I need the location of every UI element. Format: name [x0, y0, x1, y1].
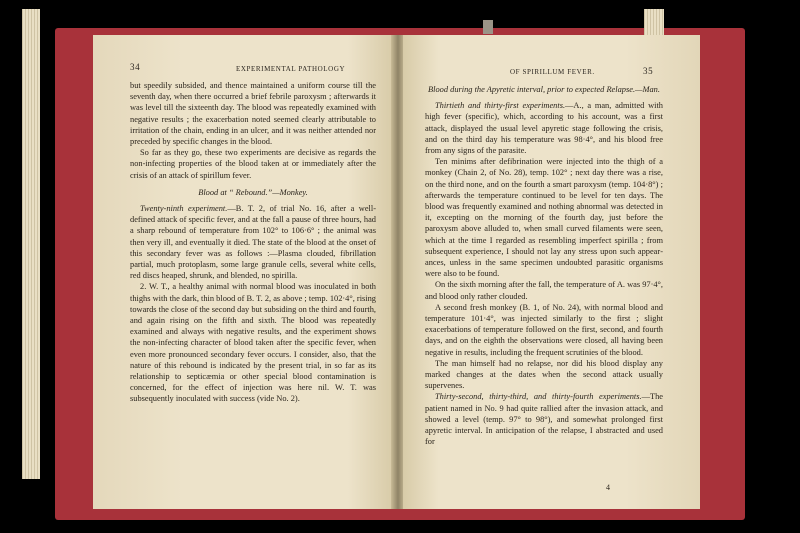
left-paragraph-3: [130, 203, 376, 281]
left-paragraph-2: So far as they go, these two experiments are decisive as regards the non-infecting properties of the blood taken at or immediately after the crisis of an attack of spirillum fever.: [130, 148, 376, 180]
right-paragraph-1-lead: Thirtieth and thirty-first experiments.: [435, 101, 566, 111]
right-page-body: [425, 82, 663, 448]
right-paragraph-6: [425, 391, 663, 447]
right-paragraph-1: [425, 100, 663, 156]
left-paragraph-3-body: —B. T. 2, of trial No. 16, after a well-defined attack of specific fever, and at the fall a pause of three hours, had a sharp rebound of temperature from 102° to 106·6° ; the animal was then very ill, and eventually it died. The state of the blood at the onset of this secondary fever was as follows :—Plasma clouded, fibrillation partial, much protoplasm, some large granule cells, several white cells, red discs heaped, shrunk, and blended, no spirilla.: [130, 204, 376, 281]
right-paragraph-1-body: —A., a man, admitted with high fever (specific), which, according to his account, was a first attack, displayed the usual level apyretic stage following the crisis, and on the third day his temperature was 98·4°, and his blood free from any signs of the parasite.: [425, 101, 663, 156]
right-paragraph-6-lead: Thirty-second, thirty-third, and thirty-fourth experiments.: [435, 392, 642, 402]
signature-mark: 4: [606, 483, 610, 492]
left-paragraph-3-lead: Twenty-ninth experiment.: [140, 204, 228, 214]
right-paragraph-6-body: —The patient named in No. 9 had quite rallied after the invasion attack, and showed a level (temp. 97° to 98°), and somewhat prolonged first apyretic interval. In anticipation of the relapse, I abstracted and used for: [425, 392, 663, 447]
right-paragraph-2: Ten minims after defibrination were injected into the thigh of a monkey (Chain 2, of No. 28), temp. 102° ; next day there was a rise, on the third none, and on the fourth a smart paroxysm (temp. 104·8°) ; afterwards the temperature continued to be level for ten days. The blood was frequently examined and nothing abnormal was detected in it, excepting on the morning of the fourth day, just before the paroxysm above alluded to, when small curved filaments were seen, which at the time I regarded as resembling imperfect spirilla ; from subsequent experience, I should not lay any stress upon such appearances, unless in the same specimen undoubted parasitic organisms were also to be found.: [425, 157, 663, 279]
left-paragraph-1: but speedily subsided, and thence maintained a uniform course till the seventh day, when there occurred a brief febrile paroxysm ; afterwards it was level till the sixteenth day. The blood was repeatedly examined with negative results ; the exacerbation noted seemed clearly attributable to irritation of the chain, ending in an ulcer, and it was neither attended nor preceded by specific changes in the blood.: [130, 81, 376, 147]
right-paragraph-3: On the sixth morning after the fall, the temperature of A. was 97·4°, and blood only rather clouded.: [425, 280, 663, 301]
right-section-heading: Blood during the Apyretic interval, prior to expected Relapse.—Man.: [428, 85, 660, 94]
left-paragraph-4: 2. W. T., a healthy animal with normal blood was inoculated in both thighs with the dark, thin blood of B. T. 2, as above ; temp. 102·4°, rising towards the close of the second day but subsiding on the third and fourth, and again rising on the fifth and sixth. The blood was repeatedly examined and always with negative results, and the experiment shows the non-infecting character of blood taken after the specific fever, when even more pronounced secondary fever occurs. I consider, also, that the nature of this rebound is indicated by the present trial, in so far as its relationship to septicæmia or other special blood contamination is concerned, for the effect of injection was here nil. W. T. was subsequently inoculated with success (vide No. 2).: [130, 282, 376, 404]
right-paragraph-4: A second fresh monkey (B. 1, of No. 24), with normal blood and temperature 101·4°, was injected similarly to the first ; slight exacerbations of temperature followed on the first, second, and fourth days, and on the eighth the observations were closed, all having been negative in results, including the frequent scrutinies of the blood.: [425, 302, 663, 357]
left-section-heading: Blood at “ Rebound.”—Monkey.: [198, 187, 308, 197]
right-paragraph-5: The man himself had no relapse, nor did his blood display any marked changes at the dates when the second attack usually supervenes.: [425, 358, 663, 391]
left-page-edges: [22, 9, 40, 479]
right-page-number: 35: [643, 66, 654, 76]
right-running-head: OF SPIRILLUM FEVER.: [510, 68, 595, 76]
left-page-number: 34: [130, 62, 141, 72]
bookmark-ribbon: [483, 20, 493, 34]
left-running-head: EXPERIMENTAL PATHOLOGY: [236, 65, 346, 73]
left-page-body: [130, 80, 376, 405]
